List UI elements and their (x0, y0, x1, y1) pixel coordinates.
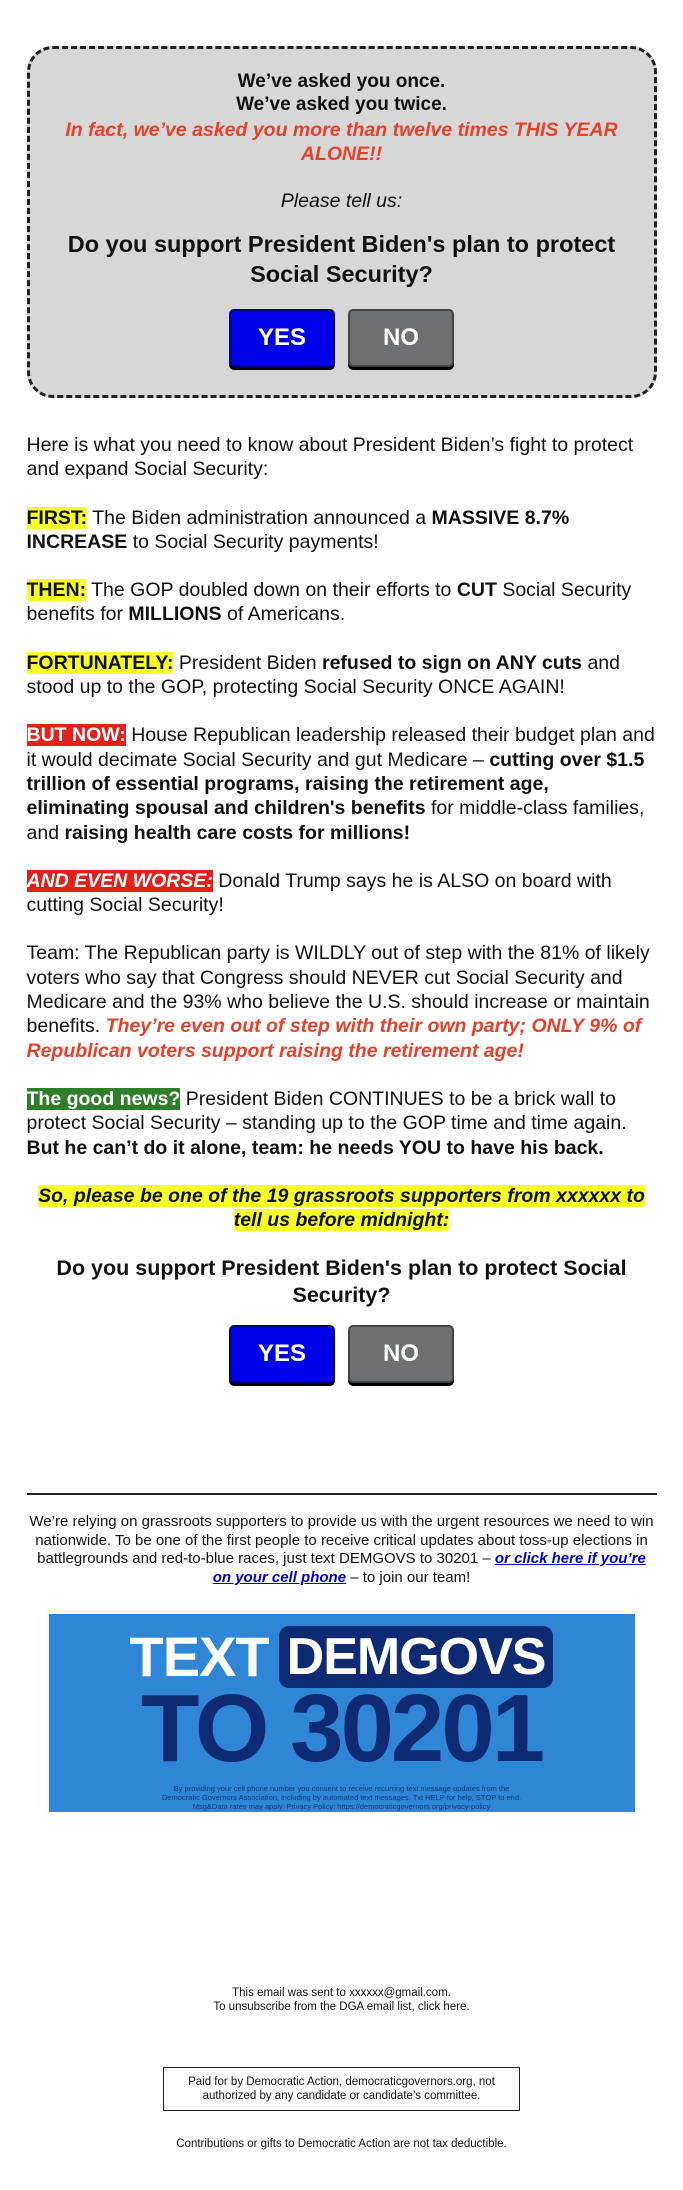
but-now-tag: BUT NOW: (26, 724, 126, 747)
but-now-text-2: for middle-class families, and (26, 797, 645, 844)
footer-text-1: We’re relying on grassroots supporters to provide us with the urgent resources we need to win nationwide. To be one of the first people to receive critical updates about toss-up elections in battlegrounds and red-to-blue races, just text DEMGOVS to 30201 – (29, 1513, 654, 1568)
then-text-3: of Americans. (221, 603, 346, 626)
good-news-bold: But he can’t do it alone, team: he needs YOU to have his back. (26, 1136, 604, 1159)
unsubscribe-link[interactable]: To unsubscribe from the DGA email list, click here. (213, 2001, 470, 2014)
banner-fine-print: By providing your cell phone number you consent to receive recurring text message updates from the Democratic Governors Association, including by automated text messages. Txt HELP for help, STOP to end. Msg&Data rates may apply. Privacy Policy: https://democraticgovernors.org/privacy-policy (161, 1784, 522, 1812)
but-now-text-1: House Republican leadership released their budget plan and it would decimate Social Security and gut Medicare – (26, 724, 655, 771)
intro-paragraph: Here is what you need to know about President Biden’s fight to protect and expand Social Security: (26, 434, 634, 481)
text-demgovs-banner[interactable] (49, 1614, 635, 1812)
footer-paragraph (27, 1513, 657, 1587)
team-red-text: They’re even out of step with their own party; ONLY 9% of Republican voters support raising the retirement age! (26, 1015, 642, 1062)
fortunately-tag: FORTUNATELY: (26, 651, 174, 674)
even-worse-tag: AND EVEN WORSE: (26, 869, 213, 892)
email-body (27, 46, 657, 2151)
then-paragraph (27, 578, 657, 627)
good-news-tag: The good news? (26, 1087, 181, 1110)
sent-to-text: This email was sent to xxxxxx@gmail.com. (232, 1987, 451, 2000)
fortunately-text-2: and stood up to the GOP, protecting Social Security ONCE AGAIN! (26, 651, 620, 699)
cta-text (27, 1184, 657, 1233)
fortunately-bold: refused to sign on ANY cuts (321, 651, 583, 674)
first-text-1: The Biden administration announced a (87, 506, 432, 529)
first-text-2: to Social Security payments! (127, 530, 379, 553)
fortunately-paragraph (27, 651, 657, 700)
good-news-text: President Biden CONTINUES to be a brick wall to protect Social Security – standing up to the GOP time and time again. (26, 1087, 627, 1135)
poll-line-1: We’ve asked you once. (237, 71, 446, 92)
even-worse-text: Donald Trump says he is ALSO on board with cutting Social Security! (26, 869, 612, 917)
but-now-bold-2: raising health care costs for millions! (64, 821, 411, 844)
then-bold-2: MILLIONS (128, 603, 222, 626)
poll-line-2: We’ve asked you twice. (236, 94, 447, 115)
good-news-paragraph (27, 1087, 657, 1160)
first-paragraph (27, 506, 657, 555)
then-bold-1: CUT (456, 579, 497, 602)
but-now-bold-1: cutting over $1.5 trillion of essential programs, raising the retirement age, eliminating spousal and children's benefits (26, 748, 645, 820)
first-tag: FIRST: (26, 506, 88, 529)
footer-text-2: – to join our team! (346, 1568, 471, 1586)
poll-box (27, 46, 657, 398)
cta-highlight: So, please be one of the 19 grassroots supporters from xxxxxx to tell us before midnight: (38, 1184, 645, 1232)
cell-phone-link[interactable]: or click here if you’re on your cell phone (212, 1550, 646, 1586)
poll-question-2: Do you support President Biden's plan to protect Social Security? (56, 1256, 627, 1308)
poll-buttons (30, 309, 654, 367)
banner-text-word: TEXT (129, 1625, 269, 1689)
banner-number: TO 30201 (140, 1675, 543, 1783)
poll-prompt: Please tell us: (280, 190, 403, 212)
email-info (27, 1986, 657, 2014)
first-bold: MASSIVE 8.7% INCREASE (26, 506, 570, 553)
team-paragraph (27, 941, 657, 1062)
poll-buttons-2 (27, 1325, 657, 1383)
yes-button[interactable]: YES (229, 309, 335, 367)
poll-line-3: In fact, we’ve asked you more than twelve times THIS YEAR ALONE!! (65, 119, 618, 165)
divider (27, 1493, 657, 1495)
no-button[interactable]: NO (348, 309, 454, 367)
then-text-1: The GOP doubled down on their efforts to (86, 579, 457, 602)
but-now-paragraph (27, 723, 657, 844)
no-button-2[interactable]: NO (348, 1325, 454, 1383)
paid-for-box: Paid for by Democratic Action, democraticgovernors.org, not authorized by any candidate or candidate’s committee. (163, 2067, 520, 2111)
yes-button-2[interactable]: YES (229, 1325, 335, 1383)
poll-question: Do you support President Biden's plan to protect Social Security? (67, 231, 616, 287)
then-tag: THEN: (26, 579, 87, 602)
banner-code: DEMGOVS (279, 1626, 554, 1688)
even-worse-paragraph (27, 869, 657, 918)
team-text: Team: The Republican party is WILDLY out of step with the 81% of likely voters who say that Congress should NEVER cut Social Security and Medicare and the 93% who believe the U.S. should increase or maintain benefits. (26, 942, 650, 1038)
tax-notice: Contributions or gifts to Democratic Action are not tax deductible. (176, 2138, 507, 2151)
then-text-2: Social Security benefits for (26, 579, 632, 626)
fortunately-text-1: President Biden (173, 651, 322, 674)
